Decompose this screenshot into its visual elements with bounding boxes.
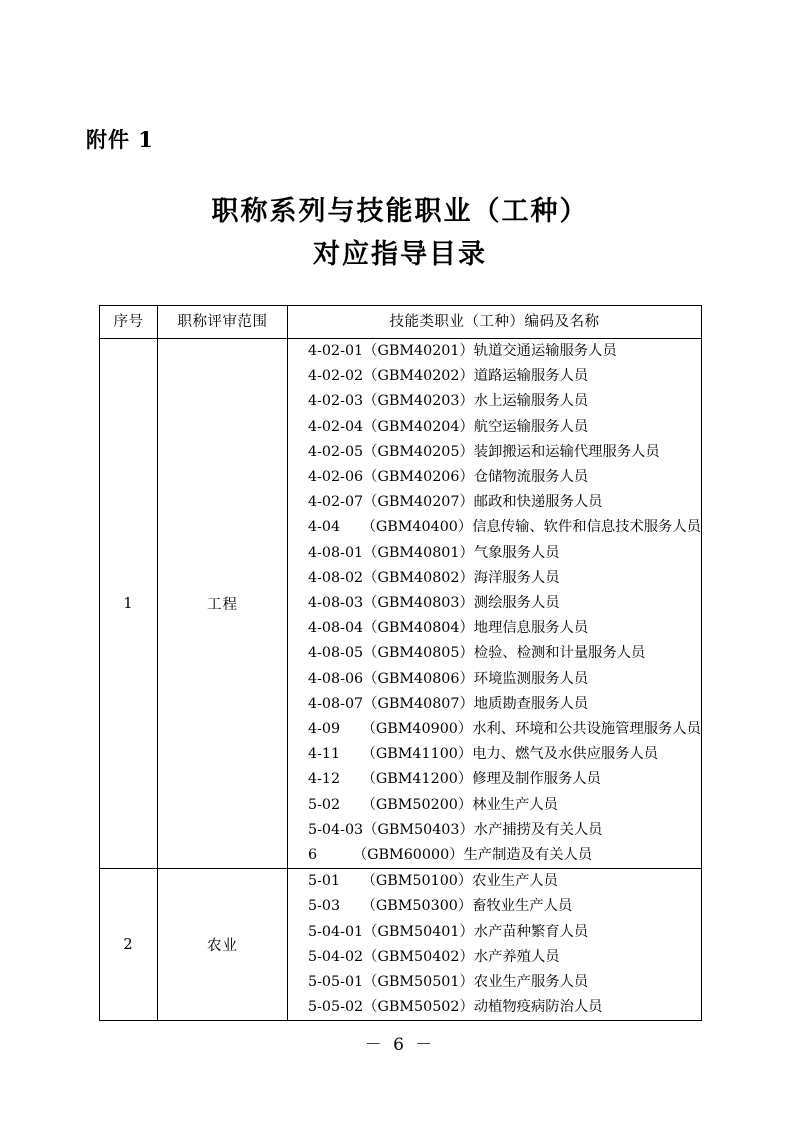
list-item: 4-02-04（GBM40204）航空运输服务人员 [308, 418, 589, 435]
list-item: 4-11 （GBM41100）电力、燃气及水供应服务人员 [308, 746, 659, 763]
list-item: 5-05-01（GBM50501）农业生产服务人员 [308, 974, 589, 991]
list-item: 5-04-03（GBM50403）水产捕捞及有关人员 [308, 821, 603, 838]
attachment-label: 附件 1 [86, 127, 154, 152]
list-item: 4-09 （GBM40900）水利、环境和公共设施管理服务人员 [308, 721, 701, 738]
row-scope: 农业 [158, 869, 288, 1021]
list-item: 5-02 （GBM50200）林业生产人员 [308, 796, 558, 813]
column-header-scope: 职称评审范围 [158, 306, 288, 339]
list-item: 4-12 （GBM41200）修理及制作服务人员 [308, 771, 601, 788]
list-item: 4-02-01（GBM40201）轨道交通运输服务人员 [308, 343, 617, 359]
row-number: 1 [100, 339, 158, 869]
list-item: 5-04-01（GBM50401）水产苗种繁育人员 [308, 923, 589, 940]
table-body [100, 339, 702, 1021]
list-item: 4-02-06（GBM40206）仓储物流服务人员 [308, 469, 589, 486]
list-item: 4-04 （GBM40400）信息传输、软件和信息技术服务人员 [308, 519, 701, 536]
table-header [100, 306, 702, 339]
list-item: 4-02-02（GBM40202）道路运输服务人员 [308, 368, 589, 385]
row-items [288, 869, 702, 1021]
list-item: 4-08-02（GBM40802）海洋服务人员 [308, 569, 560, 586]
list-item: 4-08-05（GBM40805）检验、检测和计量服务人员 [308, 645, 646, 662]
list-item: 5-04-02（GBM50402）水产养殖人员 [308, 948, 560, 965]
list-item: 6 （GBM60000）生产制造及有关人员 [308, 847, 593, 864]
table-row [100, 869, 702, 1021]
page-title-line-2: 对应指导目录 [313, 239, 487, 270]
list-item: 4-08-06（GBM40806）环境监测服务人员 [308, 670, 589, 687]
list-item: 4-02-07（GBM40207）邮政和快递服务人员 [308, 494, 603, 511]
list-item: 4-08-01（GBM40801）气象服务人员 [308, 544, 560, 561]
list-item: 4-02-03（GBM40203）水上运输服务人员 [308, 393, 589, 410]
list-item: 4-08-07（GBM40807）地质勘查服务人员 [308, 695, 589, 712]
list-item: 5-01 （GBM50100）农业生产人员 [308, 873, 558, 890]
row-scope: 工程 [158, 339, 288, 869]
row-number: 2 [100, 869, 158, 1021]
occupation-table [99, 305, 702, 1021]
list-item: 5-03 （GBM50300）畜牧业生产人员 [308, 898, 573, 915]
column-header-items: 技能类职业（工种）编码及名称 [288, 306, 702, 339]
list-item: 4-08-04（GBM40804）地理信息服务人员 [308, 620, 589, 637]
page-title-line-1: 职称系列与技能职业（工种） [211, 196, 589, 227]
table-header-row [100, 306, 702, 339]
column-header-no: 序号 [100, 306, 158, 339]
list-item: 4-02-05（GBM40205）装卸搬运和运输代理服务人员 [308, 443, 660, 460]
table-row [100, 339, 702, 869]
page-title [0, 190, 800, 276]
row-items [288, 339, 702, 869]
occupation-table-wrapper [99, 305, 701, 1021]
page-number: － 6 － [364, 1035, 436, 1055]
list-item: 5-05-02（GBM50502）动植物疫病防治人员 [308, 999, 603, 1016]
list-item: 4-08-03（GBM40803）测绘服务人员 [308, 595, 560, 612]
